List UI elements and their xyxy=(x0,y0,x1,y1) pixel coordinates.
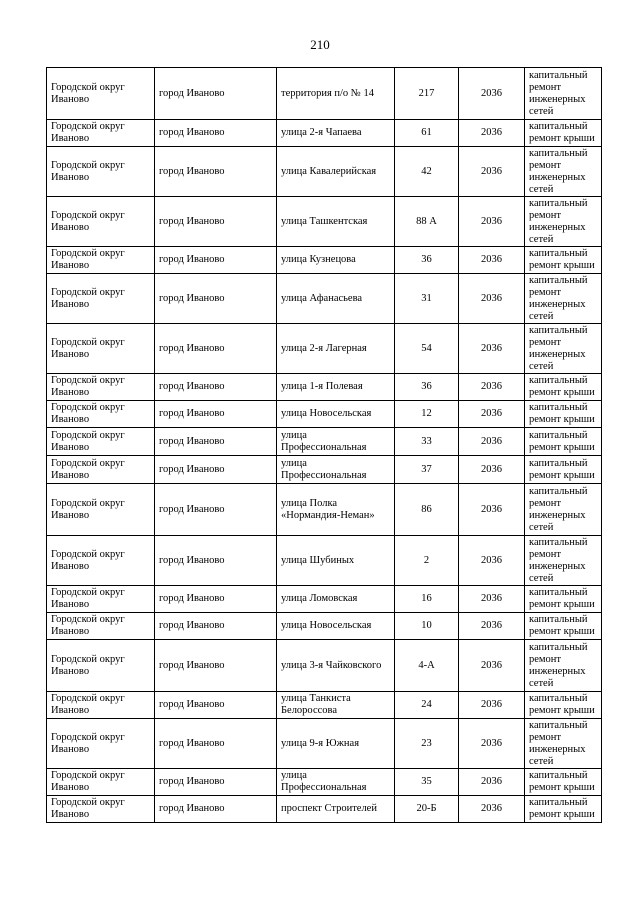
street-cell: улица 9-я Южная xyxy=(277,719,395,769)
house-number-cell: 88 А xyxy=(395,197,459,247)
table-row xyxy=(47,147,602,197)
table-row xyxy=(47,719,602,769)
house-number-cell: 33 xyxy=(395,428,459,456)
house-number-cell: 217 xyxy=(395,68,459,120)
city-cell: город Иваново xyxy=(155,247,277,274)
street-cell: проспект Строителей xyxy=(277,796,395,823)
work-type-cell: капитальный ремонт инженерных сетей xyxy=(525,197,602,247)
year-cell: 2036 xyxy=(459,428,525,456)
street-cell: улица Новосельская xyxy=(277,401,395,428)
work-type-cell: капитальный ремонт инженерных сетей xyxy=(525,484,602,536)
year-cell: 2036 xyxy=(459,719,525,769)
district-cell: Городской округ Иваново xyxy=(47,536,155,586)
house-number-cell: 54 xyxy=(395,324,459,374)
work-type-cell: капитальный ремонт крыши xyxy=(525,374,602,401)
city-cell: город Иваново xyxy=(155,456,277,484)
city-cell: город Иваново xyxy=(155,692,277,719)
year-cell: 2036 xyxy=(459,796,525,823)
table-row xyxy=(47,586,602,613)
table-row xyxy=(47,769,602,796)
table-row xyxy=(47,374,602,401)
street-cell: улица Ташкентская xyxy=(277,197,395,247)
table-row xyxy=(47,120,602,147)
street-cell: улица Афанасьева xyxy=(277,274,395,324)
district-cell: Городской округ Иваново xyxy=(47,613,155,640)
district-cell: Городской округ Иваново xyxy=(47,428,155,456)
district-cell: Городской округ Иваново xyxy=(47,456,155,484)
city-cell: город Иваново xyxy=(155,120,277,147)
city-cell: город Иваново xyxy=(155,536,277,586)
city-cell: город Иваново xyxy=(155,796,277,823)
work-type-cell: капитальный ремонт инженерных сетей xyxy=(525,274,602,324)
district-cell: Городской округ Иваново xyxy=(47,769,155,796)
district-cell: Городской округ Иваново xyxy=(47,586,155,613)
house-number-cell: 86 xyxy=(395,484,459,536)
street-cell: улица 2-я Чапаева xyxy=(277,120,395,147)
work-type-cell: капитальный ремонт крыши xyxy=(525,456,602,484)
work-type-cell: капитальный ремонт инженерных сетей xyxy=(525,324,602,374)
year-cell: 2036 xyxy=(459,247,525,274)
table-row xyxy=(47,796,602,823)
house-number-cell: 12 xyxy=(395,401,459,428)
work-type-cell: капитальный ремонт крыши xyxy=(525,613,602,640)
year-cell: 2036 xyxy=(459,586,525,613)
district-cell: Городской округ Иваново xyxy=(47,640,155,692)
table-row xyxy=(47,247,602,274)
table-row xyxy=(47,274,602,324)
work-type-cell: капитальный ремонт крыши xyxy=(525,401,602,428)
street-cell: территория п/о № 14 xyxy=(277,68,395,120)
district-cell: Городской округ Иваново xyxy=(47,796,155,823)
district-cell: Городской округ Иваново xyxy=(47,324,155,374)
street-cell: улица Полка «Нормандия-Неман» xyxy=(277,484,395,536)
table-row xyxy=(47,613,602,640)
street-cell: улица Новосельская xyxy=(277,613,395,640)
work-type-cell: капитальный ремонт инженерных сетей xyxy=(525,719,602,769)
work-type-cell: капитальный ремонт крыши xyxy=(525,796,602,823)
street-cell: улица 2-я Лагерная xyxy=(277,324,395,374)
house-number-cell: 20-Б xyxy=(395,796,459,823)
district-cell: Городской округ Иваново xyxy=(47,374,155,401)
work-type-cell: капитальный ремонт инженерных сетей xyxy=(525,147,602,197)
house-number-cell: 16 xyxy=(395,586,459,613)
year-cell: 2036 xyxy=(459,484,525,536)
year-cell: 2036 xyxy=(459,456,525,484)
year-cell: 2036 xyxy=(459,274,525,324)
table-row xyxy=(47,428,602,456)
city-cell: город Иваново xyxy=(155,640,277,692)
year-cell: 2036 xyxy=(459,324,525,374)
year-cell: 2036 xyxy=(459,692,525,719)
year-cell: 2036 xyxy=(459,68,525,120)
work-type-cell: капитальный ремонт крыши xyxy=(525,769,602,796)
table-row xyxy=(47,197,602,247)
year-cell: 2036 xyxy=(459,401,525,428)
page-number: 210 xyxy=(310,37,330,52)
table-row xyxy=(47,324,602,374)
district-cell: Городской округ Иваново xyxy=(47,719,155,769)
district-cell: Городской округ Иваново xyxy=(47,401,155,428)
year-cell: 2036 xyxy=(459,640,525,692)
city-cell: город Иваново xyxy=(155,374,277,401)
table-row xyxy=(47,68,602,120)
house-number-cell: 37 xyxy=(395,456,459,484)
city-cell: город Иваново xyxy=(155,586,277,613)
house-number-cell: 42 xyxy=(395,147,459,197)
table-row xyxy=(47,640,602,692)
street-cell: улица Кузнецова xyxy=(277,247,395,274)
city-cell: город Иваново xyxy=(155,68,277,120)
work-type-cell: капитальный ремонт крыши xyxy=(525,428,602,456)
street-cell: улица Профессиональная xyxy=(277,428,395,456)
house-number-cell: 10 xyxy=(395,613,459,640)
work-type-cell: капитальный ремонт инженерных сетей xyxy=(525,68,602,120)
city-cell: город Иваново xyxy=(155,197,277,247)
house-number-cell: 61 xyxy=(395,120,459,147)
table-row xyxy=(47,484,602,536)
street-cell: улица 1-я Полевая xyxy=(277,374,395,401)
work-type-cell: капитальный ремонт крыши xyxy=(525,247,602,274)
city-cell: город Иваново xyxy=(155,147,277,197)
district-cell: Городской округ Иваново xyxy=(47,120,155,147)
year-cell: 2036 xyxy=(459,147,525,197)
district-cell: Городской округ Иваново xyxy=(47,692,155,719)
district-cell: Городской округ Иваново xyxy=(47,147,155,197)
district-cell: Городской округ Иваново xyxy=(47,274,155,324)
city-cell: город Иваново xyxy=(155,401,277,428)
work-type-cell: капитальный ремонт крыши xyxy=(525,120,602,147)
city-cell: город Иваново xyxy=(155,719,277,769)
year-cell: 2036 xyxy=(459,613,525,640)
work-type-cell: капитальный ремонт крыши xyxy=(525,586,602,613)
house-number-cell: 35 xyxy=(395,769,459,796)
street-cell: улица Танкиста Белороссова xyxy=(277,692,395,719)
street-cell: улица Профессиональная xyxy=(277,456,395,484)
year-cell: 2036 xyxy=(459,120,525,147)
house-number-cell: 24 xyxy=(395,692,459,719)
house-number-cell: 23 xyxy=(395,719,459,769)
street-cell: улица Шубиных xyxy=(277,536,395,586)
city-cell: город Иваново xyxy=(155,613,277,640)
work-type-cell: капитальный ремонт крыши xyxy=(525,692,602,719)
street-cell: улица Ломовская xyxy=(277,586,395,613)
year-cell: 2036 xyxy=(459,536,525,586)
district-cell: Городской округ Иваново xyxy=(47,484,155,536)
district-cell: Городской округ Иваново xyxy=(47,247,155,274)
city-cell: город Иваново xyxy=(155,484,277,536)
district-cell: Городской округ Иваново xyxy=(47,68,155,120)
city-cell: город Иваново xyxy=(155,428,277,456)
house-number-cell: 36 xyxy=(395,247,459,274)
street-cell: улица Профессиональная xyxy=(277,769,395,796)
house-number-cell: 4-А xyxy=(395,640,459,692)
street-cell: улица 3-я Чайковского xyxy=(277,640,395,692)
year-cell: 2036 xyxy=(459,374,525,401)
table-row xyxy=(47,456,602,484)
city-cell: город Иваново xyxy=(155,274,277,324)
house-number-cell: 36 xyxy=(395,374,459,401)
table-row xyxy=(47,692,602,719)
table-row xyxy=(47,401,602,428)
work-type-cell: капитальный ремонт инженерных сетей xyxy=(525,536,602,586)
year-cell: 2036 xyxy=(459,197,525,247)
district-cell: Городской округ Иваново xyxy=(47,197,155,247)
work-type-cell: капитальный ремонт инженерных сетей xyxy=(525,640,602,692)
house-number-cell: 31 xyxy=(395,274,459,324)
city-cell: город Иваново xyxy=(155,324,277,374)
year-cell: 2036 xyxy=(459,769,525,796)
street-cell: улица Кавалерийская xyxy=(277,147,395,197)
repair-schedule-table xyxy=(46,67,602,823)
table-row xyxy=(47,536,602,586)
city-cell: город Иваново xyxy=(155,769,277,796)
house-number-cell: 2 xyxy=(395,536,459,586)
